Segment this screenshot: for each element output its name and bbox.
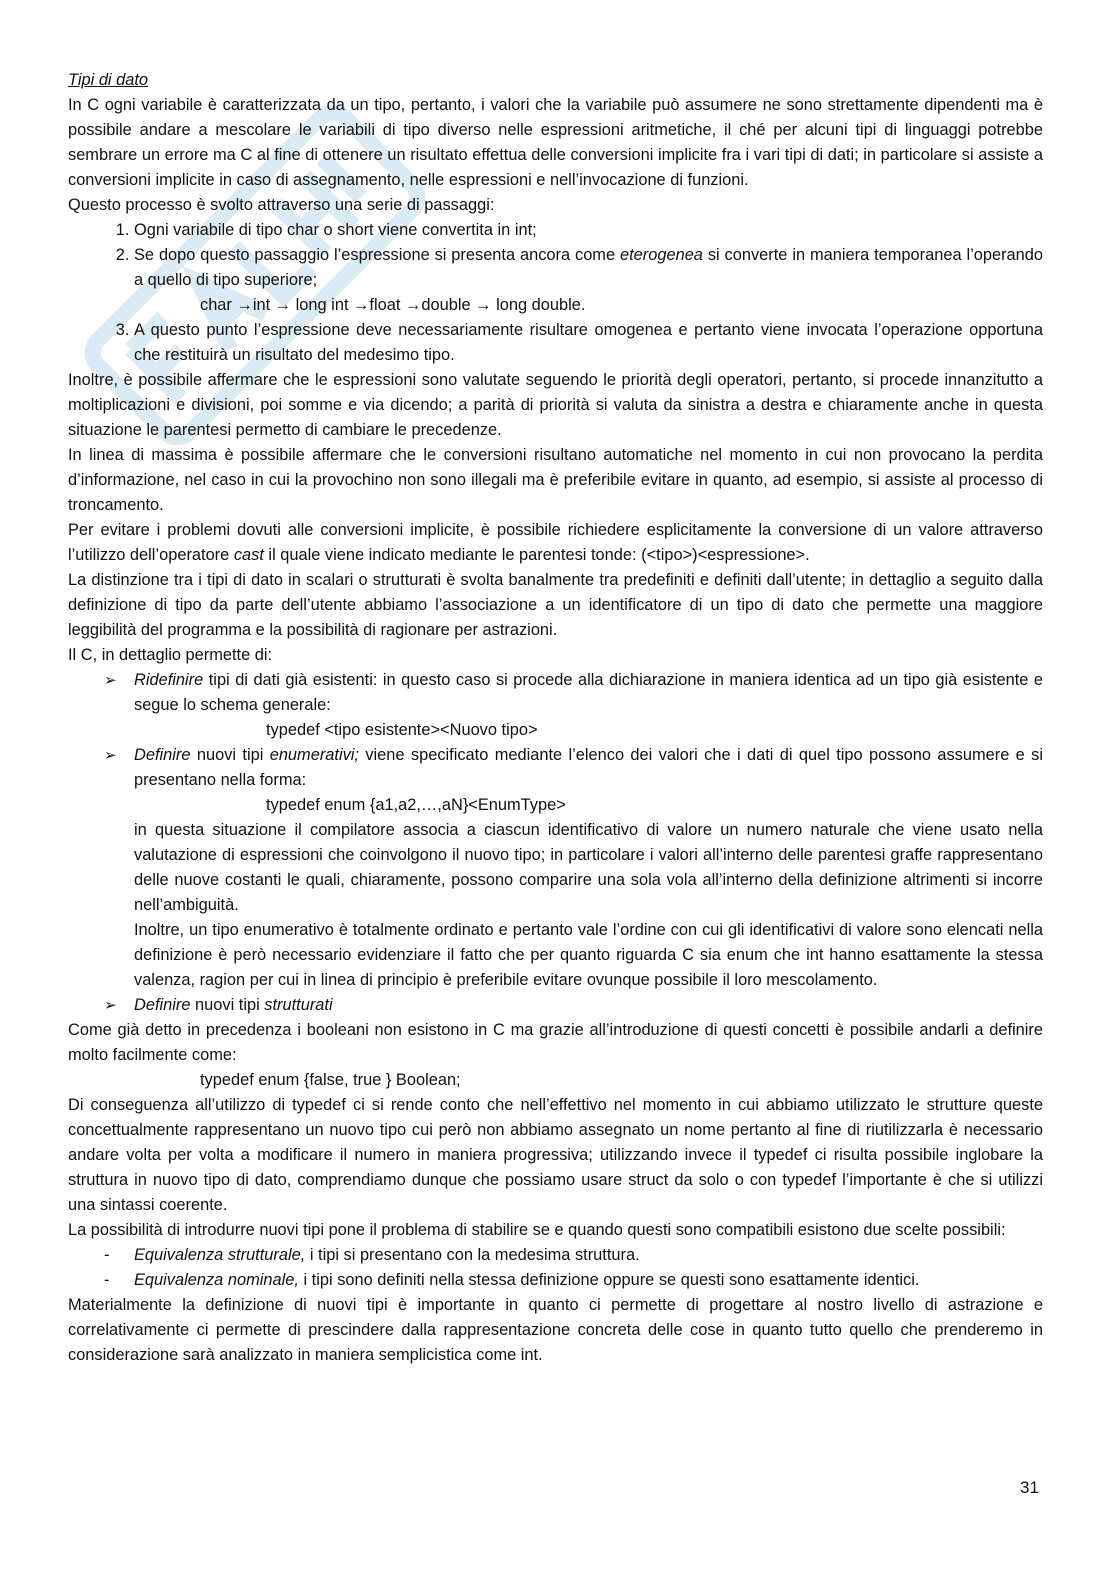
list-item: - Equivalenza strutturale, i tipi si presentano con la medesima struttura.: [68, 1243, 1043, 1268]
steps-list-continued: [68, 318, 1043, 368]
feature-list: [68, 668, 1043, 1018]
paragraph: Il C, in dettaglio permette di:: [68, 646, 273, 664]
paragraph: La possibilità di introdurre nuovi tipi pone il problema di stabilire se e quando questi sono compatibili esistono due scelte possibili:: [68, 1221, 1006, 1239]
paragraph: Di conseguenza all’utilizzo di typedef ci si rende conto che nell’effettivo nel momento in cui abbiamo utilizzato le strutture queste concettualmente rappresentano un nuovo tipo cui però non abbiamo assegnato un nome pertanto al fine di riutilizzarla è necessario andare volta per volta a modificare il numero in maniera progressiva; utilizzando invece il typedef ci risulta possibile inglobare la struttura in nuovo tipo di dato, comprendiamo dunque che possiamo usare struct da solo o con typedef l’importante è che si utilizzi una sintassi coerente.: [68, 1096, 1043, 1214]
dash-bullet-icon: -: [104, 1246, 110, 1264]
paragraph: in questa situazione il compilatore associa a ciascun identificativo di valore un numero naturale che viene usato nella valutazione di espressioni che coinvolgono il nuovo tipo; in particolare i valori all’interno delle parentesi graffe rappresentano delle nuove costanti le quali, chiaramente, possono comparire una sola vola all’interno della definizione altrimenti si incorre nell’ambiguità.: [134, 821, 1043, 914]
page-number: 31: [1020, 1478, 1039, 1497]
arrow-bullet-icon: ➢: [104, 672, 117, 689]
section-title: Tipi di dato: [68, 71, 149, 89]
paragraph: In C ogni variabile è caratterizzata da un tipo, pertanto, i valori che la variabile può assumere ne sono strettamente dipendenti ma è possibile andare a mescolare le variabili di tipo diverso nelle espressioni aritmetiche, il ché per alcuni tipi di linguaggi potrebbe sembrare un errore ma C al fine di ottenere un risultato effettua delle conversioni implicite fra i vari tipi di dati; in particolare si assiste a conversioni implicite in caso di assegnamento, nelle espressioni e nell’invocazione di funzioni.: [68, 96, 1043, 189]
code-line: typedef enum {a1,a2,…,aN}<EnumType>: [266, 796, 566, 814]
paragraph: Come già detto in precedenza i booleani non esistono in C ma grazie all’introduzione di questi concetti è possibile andarli a definire molto facilmente come:: [68, 1021, 1043, 1064]
arrow-bullet-icon: ➢: [104, 747, 117, 764]
list-item: 2. Se dopo questo passaggio l’espressione si presenta ancora come eterogenea si converte in maniera temporanea l’operando a quello di tipo superiore;: [134, 243, 1043, 293]
document-page: [68, 68, 1043, 1368]
paragraph: Inoltre, un tipo enumerativo è totalmente ordinato e pertanto vale l’ordine con cui gli identificativi di valore sono elencati nella definizione è però necessario evidenziare il fatto che per quanto riguarda C sia enum che int hanno esattamente la stessa valenza, ragion per cui in linea di principio è preferibile evitare ovunque possibile il loro mescolamento.: [134, 921, 1043, 989]
choices-list: [68, 1243, 1043, 1293]
code-line: typedef <tipo esistente><Nuovo tipo>: [266, 721, 538, 739]
paragraph: Materialmente la definizione di nuovi tipi è importante in quanto ci permette di progettare al nostro livello di astrazione e correlativamente ci permette di prescindere dalla rappresentazione concreta delle cose in quanto tutto quello che prenderemo in considerazione sarà analizzato in maniera semplicistica come int.: [68, 1296, 1043, 1364]
paragraph: Questo processo è svolto attraverso una serie di passaggi:: [68, 196, 495, 214]
list-item: 3. A questo punto l’espressione deve necessariamente risultare omogenea e pertanto viene invocata l’operazione opportuna che restituirà un risultato del medesimo tipo.: [134, 318, 1043, 368]
code-line: typedef enum {false, true } Boolean;: [200, 1071, 461, 1089]
list-item: ➢ Definire nuovi tipi strutturati: [68, 993, 1043, 1018]
steps-list: [68, 218, 1043, 293]
list-item: 1. Ogni variabile di tipo char o short viene convertita in int;: [134, 218, 1043, 243]
paragraph: La distinzione tra i tipi di dato in scalari o strutturati è svolta banalmente tra predefiniti e definiti dall’utente; in dettaglio a seguito dalla definizione di tipo da parte dell’utente abbiamo l’associazione a un identificatore di un tipo di dato che permette una maggiore leggibilità del programma e la possibilità di ragionare per astrazioni.: [68, 571, 1043, 639]
arrow-bullet-icon: ➢: [104, 997, 117, 1014]
conversion-chain: char →int → long int →float →double → long double.: [200, 296, 586, 314]
list-item: - Equivalenza nominale, i tipi sono definiti nella stessa definizione oppure se questi sono esattamente identici.: [68, 1268, 1043, 1293]
paragraph: Per evitare i problemi dovuti alle conversioni implicite, è possibile richiedere esplicitamente la conversione di un valore attraverso l’utilizzo dell’operatore cast il quale viene indicato mediante le parentesi tonde: (<tipo>)<espressione>.: [68, 521, 1043, 564]
list-item: ➢ Ridefinire tipi di dati già esistenti: in questo caso si procede alla dichiarazione in maniera identica ad un tipo già esistente e segue lo schema generale: typedef <tipo esistente><Nuovo tipo>: [68, 668, 1043, 743]
dash-bullet-icon: -: [104, 1271, 110, 1289]
list-item: ➢ Definire nuovi tipi enumerativi; viene specificato mediante l’elenco dei valori che i dati di quel tipo possono assumere e si presentano nella forma: typedef enum {a1,a2,…,aN}<EnumType> in questa situazione il compilatore associa a ciascun identificativo di valore un numero naturale che viene usato nella valutazione di espressioni che coinvolgono il nuovo tipo; in particolare i valori all’interno delle parentesi graffe rappresentano delle nuove costanti le quali, chiaramente, possono comparire una sola vola all’interno della definizione altrimenti si incorre nell’ambiguità. Inoltre, un tipo enumerativo è totalmente ordinato e pertanto vale l’ordine con cui gli identificativi di valore sono elencati nella definizione è però necessario evidenziare il fatto che per quanto riguarda C sia enum che int hanno esattamente la stessa valenza, ragion per cui in linea di principio è preferibile evitare ovunque possibile il loro mescolamento.: [68, 743, 1043, 993]
paragraph: Inoltre, è possibile affermare che le espressioni sono valutate seguendo le priorità degli operatori, pertanto, si procede innanzitutto a moltiplicazioni e divisioni, poi somme e via dicendo; a parità di priorità si valuta da sinistra a destra e chiaramente anche in questa situazione le parentesi permetto di cambiare le precedenze.: [68, 371, 1043, 439]
paragraph: In linea di massima è possibile affermare che le conversioni risultano automatiche nel momento in cui non provocano la perdita d’informazione, nel caso in cui la provochino non sono illegali ma è preferibile evitare in quanto, ad esempio, si assiste al processo di troncamento.: [68, 446, 1043, 514]
